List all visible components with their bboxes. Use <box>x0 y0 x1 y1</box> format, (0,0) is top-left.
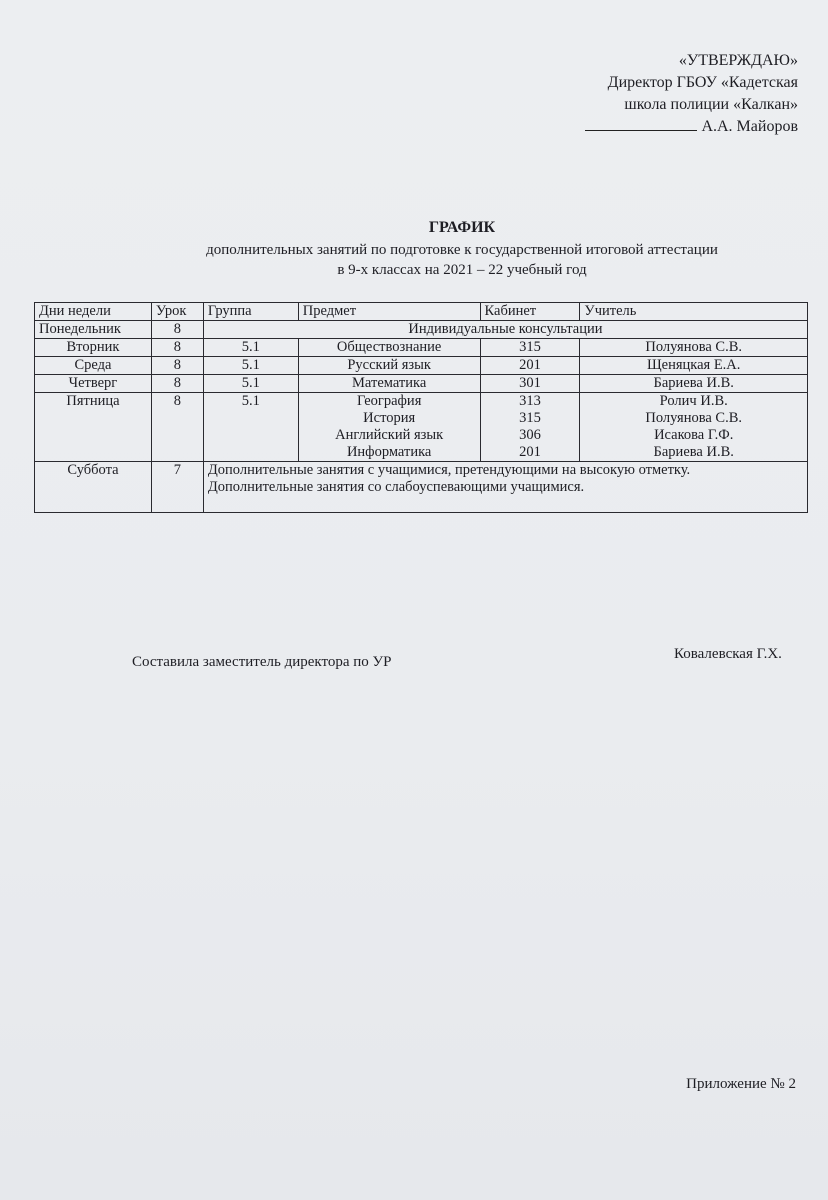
composed-by: Составила заместитель директора по УР <box>132 654 392 670</box>
row-day: Пятница <box>35 393 152 462</box>
table-row-friday <box>35 393 808 462</box>
approve-line-2: школа полиции «Калкан» <box>624 96 798 113</box>
appendix-label: Приложение № 2 <box>686 1076 796 1092</box>
approve-heading: «УТВЕРЖДАЮ» <box>678 52 798 69</box>
schedule-table <box>34 302 808 513</box>
approval-block <box>498 50 798 138</box>
row-lesson: 8 <box>151 357 203 375</box>
row-group: 5.1 <box>203 375 298 393</box>
row-day: Четверг <box>35 375 152 393</box>
saturday-note-1: Дополнительные занятия с учащимися, претендующими на высокую отметку. <box>207 462 691 478</box>
subject-item: Информатика <box>346 444 432 460</box>
row-lesson: 8 <box>151 393 203 462</box>
row-lesson: 8 <box>151 321 203 339</box>
row-subject: Русский язык <box>298 357 480 375</box>
subject-item: География <box>356 393 422 409</box>
subject-item: История <box>363 410 416 426</box>
row-teacher: Бариева И.В. <box>580 375 808 393</box>
table-row <box>35 357 808 375</box>
row-room: 201 <box>480 357 580 375</box>
teacher-item: Исакова Г.Ф. <box>654 427 734 443</box>
row-note: Индивидуальные консультации <box>203 321 807 339</box>
approve-signature <box>498 116 798 138</box>
document-subtitle-2: в 9-х классах на 2021 – 22 учебный год <box>337 262 587 278</box>
friday-rooms <box>480 393 580 462</box>
table-row <box>35 339 808 357</box>
table-row <box>35 375 808 393</box>
row-day: Вторник <box>35 339 152 357</box>
friday-teachers <box>580 393 808 462</box>
document-title: ГРАФИК <box>428 219 496 236</box>
friday-subjects <box>298 393 480 462</box>
header-room: Кабинет <box>480 303 580 321</box>
row-group: 5.1 <box>203 393 298 462</box>
header-teacher: Учитель <box>580 303 808 321</box>
row-lesson: 7 <box>151 462 203 513</box>
teacher-item: Ролич И.В. <box>659 393 728 409</box>
row-teacher: Щеняцкая Е.А. <box>580 357 808 375</box>
saturday-note-2: Дополнительные занятия со слабоуспевающими учащимися. <box>207 479 585 495</box>
table-header-row <box>35 303 808 321</box>
row-day: Понедельник <box>35 321 152 339</box>
table-row <box>35 321 808 339</box>
composer-name: Ковалевская Г.Х. <box>674 646 782 662</box>
row-note <box>203 462 807 513</box>
header-day: Дни недели <box>35 303 152 321</box>
row-teacher: Полуянова С.В. <box>580 339 808 357</box>
row-day: Среда <box>35 357 152 375</box>
row-lesson: 8 <box>151 375 203 393</box>
document-subtitle-1: дополнительных занятий по подготовке к государственной итоговой аттестации <box>206 242 718 258</box>
row-room: 301 <box>480 375 580 393</box>
room-item: 306 <box>519 427 541 443</box>
signature-line <box>585 116 697 131</box>
approve-line-1: Директор ГБОУ «Кадетская <box>607 74 798 91</box>
table-row-saturday <box>35 462 808 513</box>
header-group: Группа <box>203 303 298 321</box>
row-group: 5.1 <box>203 357 298 375</box>
room-item: 313 <box>519 393 541 409</box>
header-lesson: Урок <box>151 303 203 321</box>
row-lesson: 8 <box>151 339 203 357</box>
subject-item: Английский язык <box>335 427 444 443</box>
director-name: А.А. Майоров <box>701 118 798 135</box>
row-subject: Обществознание <box>298 339 480 357</box>
room-item: 201 <box>519 444 541 460</box>
row-day: Суббота <box>35 462 152 513</box>
teacher-item: Бариева И.В. <box>653 444 734 460</box>
room-item: 315 <box>519 410 541 426</box>
title-block <box>0 218 828 280</box>
row-room: 315 <box>480 339 580 357</box>
row-subject: Математика <box>298 375 480 393</box>
teacher-item: Полуянова С.В. <box>645 410 743 426</box>
header-subject: Предмет <box>298 303 480 321</box>
row-group: 5.1 <box>203 339 298 357</box>
